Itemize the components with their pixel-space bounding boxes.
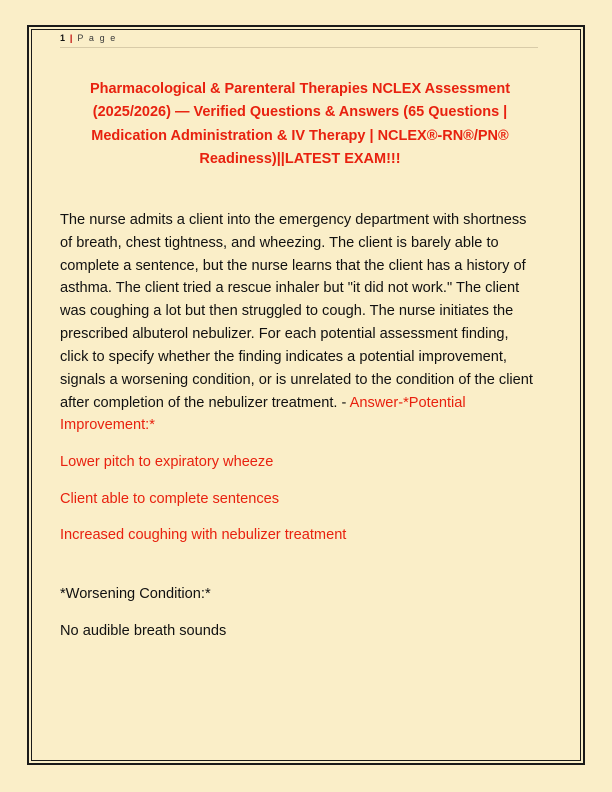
page-number: 1 bbox=[60, 33, 67, 43]
header-separator: | bbox=[69, 33, 74, 43]
document-title: Pharmacological & Parenteral Therapies NCLEX Assessment (2025/2026) — Verified Questions & Answers (65 Questions | Medication Administration & IV Therapy | NCLEX®-RN®/PN® Readiness)||LATEST EXAM!!! bbox=[89, 81, 511, 168]
page-header bbox=[60, 33, 538, 48]
question-stem-text: The nurse admits a client into the emergency department with shortness of breath, chest tightness, and wheezing. The client is barely able to complete a sentence, but the nurse learns that the client has a history of asthma. The client tried a rescue inhaler but "it did not work." The client was coughing a lot but then struggled to cough. The nurse initiates the prescribed albuterol nebulizer. For each potential assessment finding, click to specify whether the finding indicates a potential improvement, signals a worsening condition, or is unrelated to the condition of the client after completion of the nebulizer treatment. - bbox=[60, 211, 533, 411]
page-content bbox=[60, 33, 552, 642]
worsening-heading: *Worsening Condition:* bbox=[60, 586, 211, 603]
section-gap bbox=[60, 547, 552, 569]
worsening-item-1: No audible breath sounds bbox=[60, 622, 227, 639]
answer-heading: Answer-*Potential Improvement:* bbox=[60, 394, 466, 434]
improvement-item-3: Increased coughing with nebulizer treatment bbox=[60, 527, 347, 544]
header-page-word: P a g e bbox=[77, 33, 117, 43]
question-stem bbox=[60, 209, 540, 437]
improvement-item-1: Lower pitch to expiratory wheeze bbox=[60, 454, 274, 471]
improvement-item-2: Client able to complete sentences bbox=[60, 490, 280, 507]
